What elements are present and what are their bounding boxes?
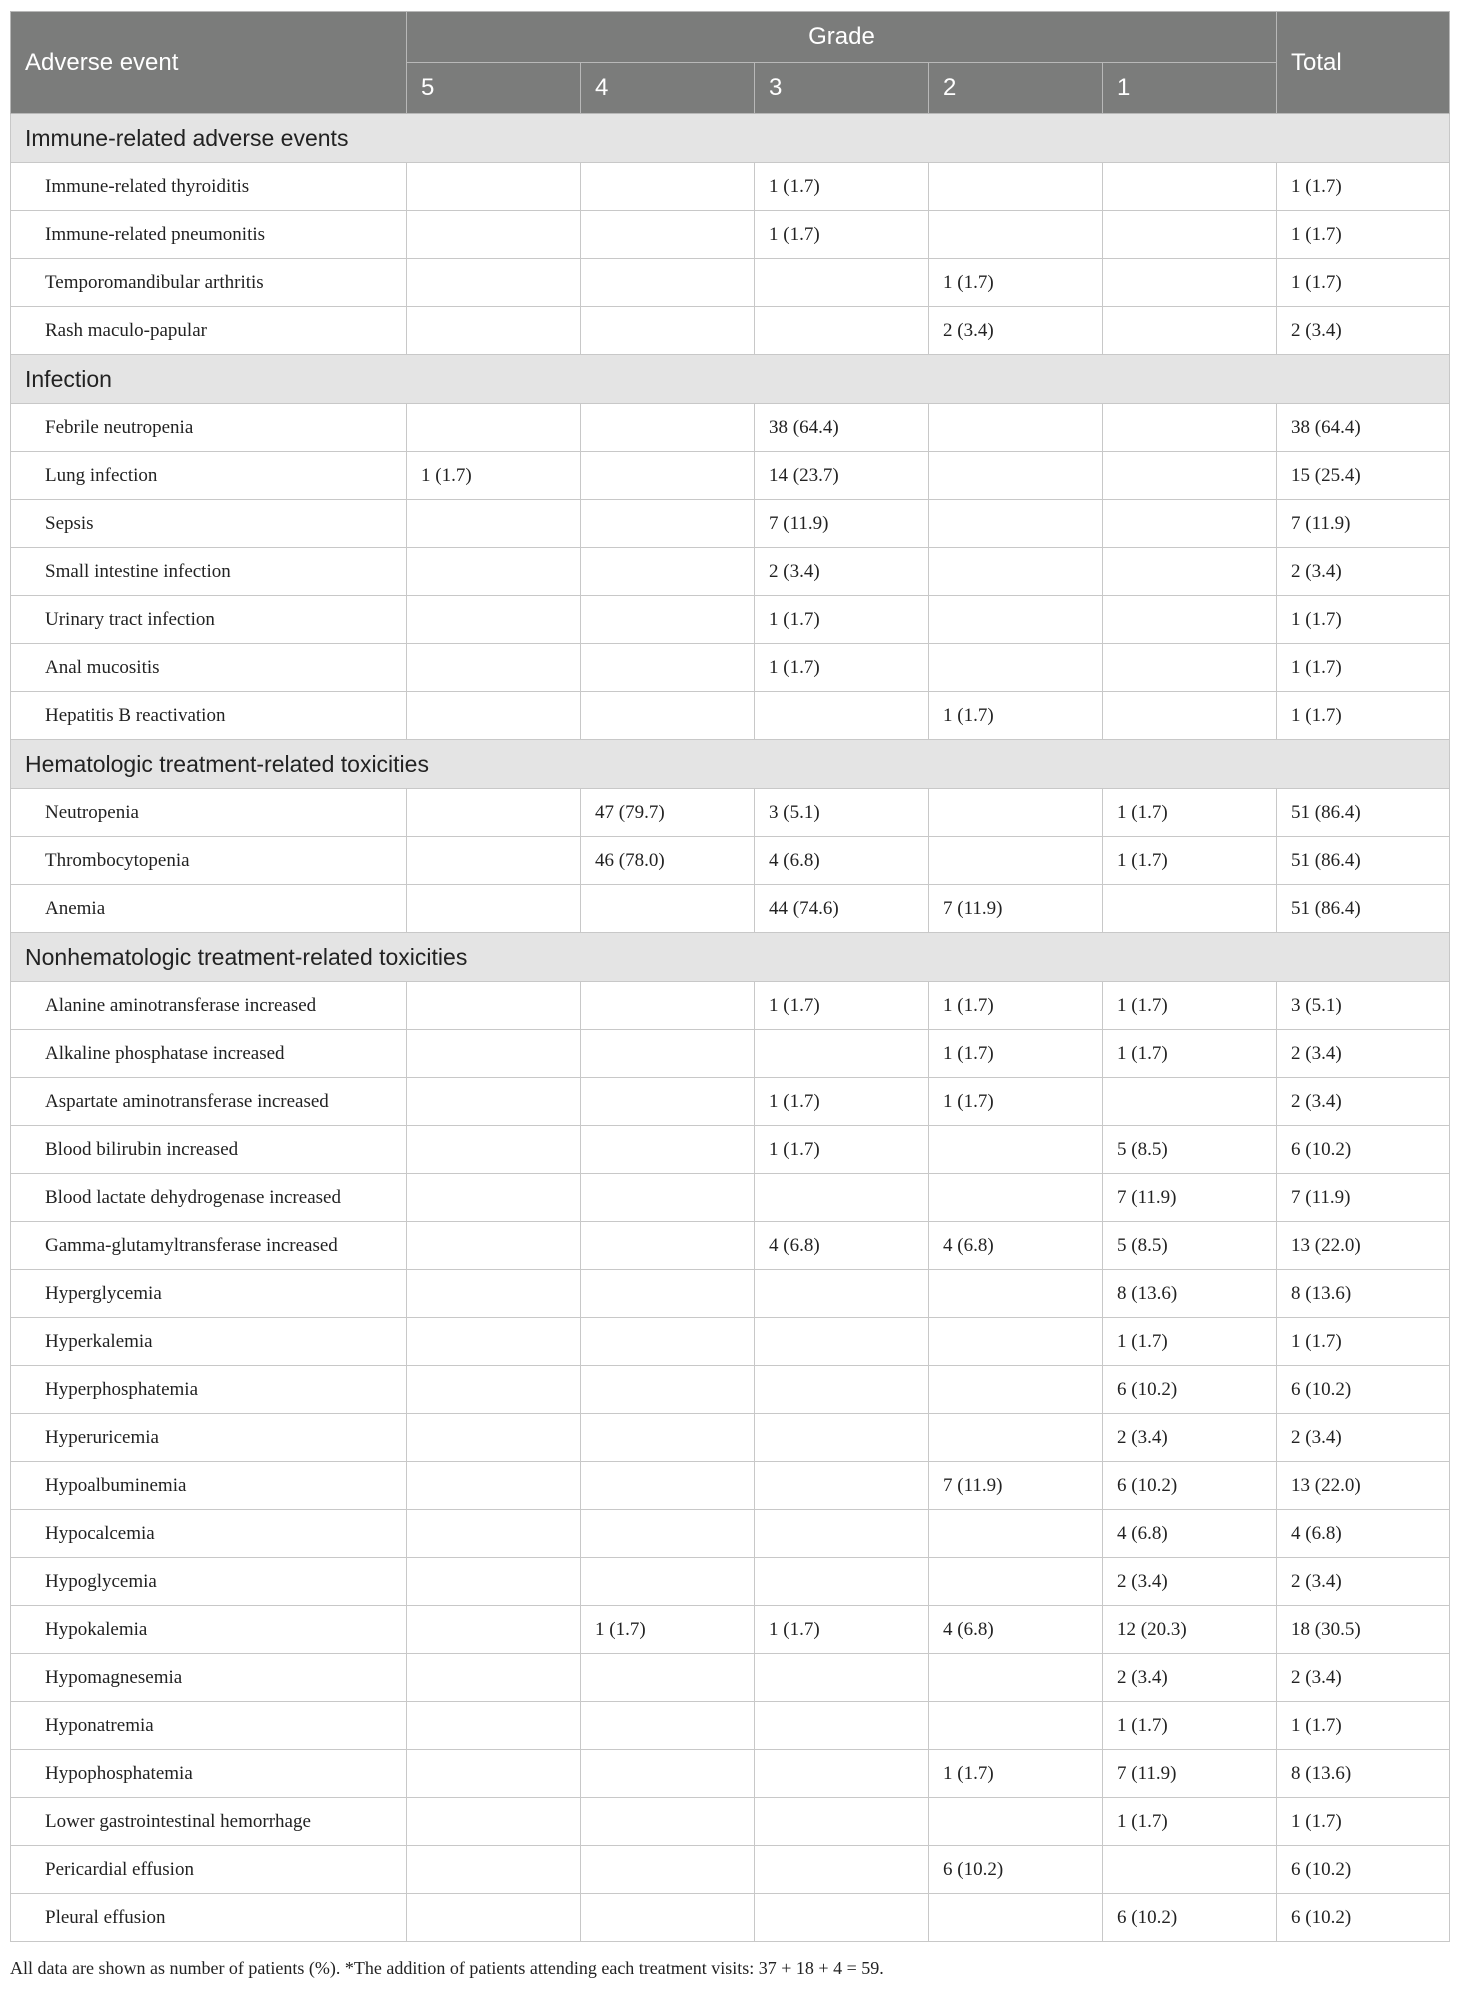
section-title: Nonhematologic treatment-related toxicities <box>11 933 1450 982</box>
grade-5-cell <box>407 1414 581 1462</box>
grade-4-cell <box>581 982 755 1030</box>
total-cell: 6 (10.2) <box>1277 1846 1450 1894</box>
grade-3-cell: 4 (6.8) <box>755 1222 929 1270</box>
grade-3-cell <box>755 1750 929 1798</box>
grade-3-cell <box>755 307 929 355</box>
table-row <box>11 1846 1450 1894</box>
adverse-event-name: Hypokalemia <box>11 1606 407 1654</box>
grade-2-cell: 4 (6.8) <box>929 1222 1103 1270</box>
grade-3-cell <box>755 1270 929 1318</box>
table-row <box>11 1750 1450 1798</box>
grade-1-cell: 1 (1.7) <box>1103 1702 1277 1750</box>
grade-3-cell <box>755 1174 929 1222</box>
grade-3-cell: 2 (3.4) <box>755 548 929 596</box>
grade-2-cell <box>929 1270 1103 1318</box>
grade-5-cell <box>407 1654 581 1702</box>
grade-1-cell <box>1103 1846 1277 1894</box>
adverse-event-name: Immune-related pneumonitis <box>11 211 407 259</box>
grade-4-cell <box>581 692 755 740</box>
total-cell: 2 (3.4) <box>1277 1558 1450 1606</box>
adverse-event-name: Rash maculo-papular <box>11 307 407 355</box>
adverse-event-name: Small intestine infection <box>11 548 407 596</box>
grade-1-cell: 12 (20.3) <box>1103 1606 1277 1654</box>
adverse-event-name: Hyperkalemia <box>11 1318 407 1366</box>
table-row <box>11 500 1450 548</box>
table-row <box>11 885 1450 933</box>
grade-2-cell <box>929 644 1103 692</box>
grade-5-cell <box>407 1462 581 1510</box>
grade-4-cell <box>581 1366 755 1414</box>
grade-3-cell: 1 (1.7) <box>755 211 929 259</box>
grade-1-cell <box>1103 692 1277 740</box>
grade-2-cell <box>929 789 1103 837</box>
grade-4-cell <box>581 452 755 500</box>
grade-4-cell <box>581 1126 755 1174</box>
grade-4-cell <box>581 885 755 933</box>
grade-4-cell <box>581 1030 755 1078</box>
table-row <box>11 211 1450 259</box>
table-row <box>11 259 1450 307</box>
grade-4-cell <box>581 163 755 211</box>
adverse-event-name: Febrile neutropenia <box>11 404 407 452</box>
grade-1-cell: 6 (10.2) <box>1103 1894 1277 1942</box>
grade-5-cell <box>407 163 581 211</box>
table-row <box>11 982 1450 1030</box>
grade-4-cell <box>581 1894 755 1942</box>
grade-2-cell <box>929 1126 1103 1174</box>
total-cell: 2 (3.4) <box>1277 1030 1450 1078</box>
grade-5-cell <box>407 1366 581 1414</box>
grade-1-cell: 6 (10.2) <box>1103 1462 1277 1510</box>
adverse-event-name: Anal mucositis <box>11 644 407 692</box>
grade-1-cell: 7 (11.9) <box>1103 1174 1277 1222</box>
grade-5-cell <box>407 1126 581 1174</box>
grade-5-cell: 1 (1.7) <box>407 452 581 500</box>
grade-3-cell: 38 (64.4) <box>755 404 929 452</box>
grade-5-cell <box>407 885 581 933</box>
grade-2-cell <box>929 596 1103 644</box>
grade-1-cell: 2 (3.4) <box>1103 1558 1277 1606</box>
table-row <box>11 1222 1450 1270</box>
table-row <box>11 1366 1450 1414</box>
table-row <box>11 1462 1450 1510</box>
grade-2-cell <box>929 1558 1103 1606</box>
total-cell: 1 (1.7) <box>1277 644 1450 692</box>
table-row <box>11 596 1450 644</box>
table-row <box>11 837 1450 885</box>
adverse-event-name: Hypophosphatemia <box>11 1750 407 1798</box>
grade-5-cell <box>407 307 581 355</box>
adverse-events-table-container <box>10 11 1449 1942</box>
grade-5-cell <box>407 1318 581 1366</box>
grade-1-cell <box>1103 259 1277 307</box>
header-grade-2: 2 <box>929 63 1103 114</box>
grade-1-cell: 1 (1.7) <box>1103 1318 1277 1366</box>
grade-3-cell: 1 (1.7) <box>755 596 929 644</box>
adverse-event-name: Pleural effusion <box>11 1894 407 1942</box>
section-title: Immune-related adverse events <box>11 114 1450 163</box>
total-cell: 13 (22.0) <box>1277 1462 1450 1510</box>
grade-2-cell <box>929 1318 1103 1366</box>
grade-3-cell <box>755 1510 929 1558</box>
grade-2-cell <box>929 1702 1103 1750</box>
section-title: Infection <box>11 355 1450 404</box>
grade-5-cell <box>407 1270 581 1318</box>
header-grade-4: 4 <box>581 63 755 114</box>
grade-4-cell <box>581 1462 755 1510</box>
header-grade: Grade <box>407 12 1277 63</box>
grade-4-cell <box>581 1174 755 1222</box>
adverse-event-name: Pericardial effusion <box>11 1846 407 1894</box>
grade-5-cell <box>407 1798 581 1846</box>
table-row <box>11 163 1450 211</box>
grade-4-cell <box>581 1750 755 1798</box>
grade-1-cell: 4 (6.8) <box>1103 1510 1277 1558</box>
grade-3-cell: 1 (1.7) <box>755 644 929 692</box>
grade-1-cell <box>1103 1078 1277 1126</box>
grade-3-cell: 7 (11.9) <box>755 500 929 548</box>
grade-3-cell <box>755 1030 929 1078</box>
grade-5-cell <box>407 259 581 307</box>
grade-5-cell <box>407 789 581 837</box>
adverse-event-name: Hypoglycemia <box>11 1558 407 1606</box>
grade-5-cell <box>407 1510 581 1558</box>
header-grade-5: 5 <box>407 63 581 114</box>
adverse-event-name: Hypomagnesemia <box>11 1654 407 1702</box>
grade-3-cell <box>755 1414 929 1462</box>
grade-4-cell <box>581 1558 755 1606</box>
total-cell: 2 (3.4) <box>1277 1654 1450 1702</box>
grade-5-cell <box>407 982 581 1030</box>
total-cell: 1 (1.7) <box>1277 692 1450 740</box>
grade-1-cell: 8 (13.6) <box>1103 1270 1277 1318</box>
grade-1-cell: 1 (1.7) <box>1103 1030 1277 1078</box>
grade-2-cell <box>929 211 1103 259</box>
grade-1-cell <box>1103 452 1277 500</box>
grade-5-cell <box>407 596 581 644</box>
adverse-event-name: Hyperphosphatemia <box>11 1366 407 1414</box>
table-row <box>11 1126 1450 1174</box>
header-adverse-event: Adverse event <box>11 12 407 114</box>
table-row <box>11 1894 1450 1942</box>
grade-2-cell: 4 (6.8) <box>929 1606 1103 1654</box>
grade-3-cell <box>755 1798 929 1846</box>
grade-2-cell: 7 (11.9) <box>929 885 1103 933</box>
adverse-event-name: Hyperglycemia <box>11 1270 407 1318</box>
total-cell: 51 (86.4) <box>1277 789 1450 837</box>
adverse-event-name: Aspartate aminotransferase increased <box>11 1078 407 1126</box>
grade-4-cell <box>581 1270 755 1318</box>
table-row <box>11 404 1450 452</box>
grade-3-cell: 1 (1.7) <box>755 1606 929 1654</box>
adverse-event-name: Sepsis <box>11 500 407 548</box>
table-row <box>11 1270 1450 1318</box>
grade-2-cell <box>929 548 1103 596</box>
grade-4-cell <box>581 1414 755 1462</box>
adverse-event-name: Hypocalcemia <box>11 1510 407 1558</box>
total-cell: 3 (5.1) <box>1277 982 1450 1030</box>
adverse-event-name: Alkaline phosphatase increased <box>11 1030 407 1078</box>
grade-5-cell <box>407 1222 581 1270</box>
total-cell: 6 (10.2) <box>1277 1126 1450 1174</box>
total-cell: 2 (3.4) <box>1277 307 1450 355</box>
grade-3-cell <box>755 692 929 740</box>
table-row <box>11 1702 1450 1750</box>
grade-1-cell <box>1103 885 1277 933</box>
table-row <box>11 1510 1450 1558</box>
grade-2-cell: 2 (3.4) <box>929 307 1103 355</box>
section-header-row <box>11 355 1450 404</box>
grade-1-cell <box>1103 644 1277 692</box>
total-cell: 4 (6.8) <box>1277 1510 1450 1558</box>
grade-2-cell: 1 (1.7) <box>929 1030 1103 1078</box>
adverse-event-name: Temporomandibular arthritis <box>11 259 407 307</box>
grade-4-cell: 46 (78.0) <box>581 837 755 885</box>
table-row <box>11 1654 1450 1702</box>
grade-1-cell <box>1103 500 1277 548</box>
grade-4-cell <box>581 404 755 452</box>
grade-5-cell <box>407 404 581 452</box>
grade-1-cell: 7 (11.9) <box>1103 1750 1277 1798</box>
grade-5-cell <box>407 548 581 596</box>
total-cell: 1 (1.7) <box>1277 596 1450 644</box>
grade-3-cell <box>755 1462 929 1510</box>
section-header-row <box>11 114 1450 163</box>
grade-4-cell <box>581 596 755 644</box>
grade-3-cell <box>755 1366 929 1414</box>
table-row <box>11 1030 1450 1078</box>
grade-2-cell <box>929 837 1103 885</box>
grade-1-cell <box>1103 211 1277 259</box>
grade-2-cell <box>929 1510 1103 1558</box>
total-cell: 51 (86.4) <box>1277 885 1450 933</box>
total-cell: 1 (1.7) <box>1277 1798 1450 1846</box>
total-cell: 8 (13.6) <box>1277 1270 1450 1318</box>
total-cell: 8 (13.6) <box>1277 1750 1450 1798</box>
total-cell: 1 (1.7) <box>1277 1702 1450 1750</box>
grade-3-cell <box>755 1702 929 1750</box>
grade-2-cell <box>929 1174 1103 1222</box>
adverse-event-name: Blood lactate dehydrogenase increased <box>11 1174 407 1222</box>
table-row <box>11 644 1450 692</box>
total-cell: 1 (1.7) <box>1277 211 1450 259</box>
grade-2-cell: 1 (1.7) <box>929 1078 1103 1126</box>
grade-3-cell <box>755 1654 929 1702</box>
adverse-event-name: Immune-related thyroiditis <box>11 163 407 211</box>
grade-1-cell: 2 (3.4) <box>1103 1414 1277 1462</box>
adverse-event-name: Thrombocytopenia <box>11 837 407 885</box>
grade-1-cell <box>1103 404 1277 452</box>
total-cell: 2 (3.4) <box>1277 1078 1450 1126</box>
total-cell: 38 (64.4) <box>1277 404 1450 452</box>
table-row <box>11 1414 1450 1462</box>
grade-4-cell <box>581 1078 755 1126</box>
grade-1-cell: 5 (8.5) <box>1103 1222 1277 1270</box>
grade-2-cell <box>929 1798 1103 1846</box>
table-row <box>11 1174 1450 1222</box>
grade-1-cell <box>1103 596 1277 644</box>
grade-3-cell: 4 (6.8) <box>755 837 929 885</box>
total-cell: 7 (11.9) <box>1277 500 1450 548</box>
grade-2-cell: 6 (10.2) <box>929 1846 1103 1894</box>
grade-5-cell <box>407 1750 581 1798</box>
grade-3-cell <box>755 1894 929 1942</box>
grade-4-cell <box>581 307 755 355</box>
grade-5-cell <box>407 692 581 740</box>
grade-1-cell <box>1103 307 1277 355</box>
grade-4-cell: 47 (79.7) <box>581 789 755 837</box>
total-cell: 1 (1.7) <box>1277 259 1450 307</box>
grade-4-cell <box>581 259 755 307</box>
grade-3-cell: 3 (5.1) <box>755 789 929 837</box>
grade-4-cell <box>581 644 755 692</box>
grade-2-cell <box>929 452 1103 500</box>
total-cell: 7 (11.9) <box>1277 1174 1450 1222</box>
grade-5-cell <box>407 1558 581 1606</box>
grade-3-cell <box>755 259 929 307</box>
grade-4-cell: 1 (1.7) <box>581 1606 755 1654</box>
grade-3-cell: 44 (74.6) <box>755 885 929 933</box>
table-footnote: All data are shown as number of patients (%). *The addition of patients attending each treatment visits: 37 + 18 + 4 = 59. <box>10 1958 884 1978</box>
grade-1-cell: 2 (3.4) <box>1103 1654 1277 1702</box>
grade-5-cell <box>407 1030 581 1078</box>
table-header <box>11 12 1450 114</box>
grade-4-cell <box>581 1510 755 1558</box>
table-row <box>11 1078 1450 1126</box>
table-row <box>11 692 1450 740</box>
grade-1-cell <box>1103 548 1277 596</box>
grade-2-cell: 1 (1.7) <box>929 1750 1103 1798</box>
total-cell: 2 (3.4) <box>1277 1414 1450 1462</box>
grade-2-cell: 7 (11.9) <box>929 1462 1103 1510</box>
grade-2-cell <box>929 404 1103 452</box>
adverse-event-name: Blood bilirubin increased <box>11 1126 407 1174</box>
table-row <box>11 1318 1450 1366</box>
header-grade-1: 1 <box>1103 63 1277 114</box>
grade-5-cell <box>407 1174 581 1222</box>
total-cell: 1 (1.7) <box>1277 163 1450 211</box>
section-header-row <box>11 933 1450 982</box>
grade-2-cell <box>929 500 1103 548</box>
grade-5-cell <box>407 644 581 692</box>
grade-3-cell <box>755 1558 929 1606</box>
grade-1-cell: 6 (10.2) <box>1103 1366 1277 1414</box>
grade-1-cell: 1 (1.7) <box>1103 982 1277 1030</box>
adverse-event-name: Lung infection <box>11 452 407 500</box>
grade-5-cell <box>407 837 581 885</box>
table-row <box>11 307 1450 355</box>
total-cell: 6 (10.2) <box>1277 1894 1450 1942</box>
grade-1-cell: 1 (1.7) <box>1103 1798 1277 1846</box>
table-row <box>11 548 1450 596</box>
grade-5-cell <box>407 1846 581 1894</box>
adverse-event-name: Lower gastrointestinal hemorrhage <box>11 1798 407 1846</box>
grade-4-cell <box>581 1318 755 1366</box>
grade-1-cell: 1 (1.7) <box>1103 837 1277 885</box>
grade-2-cell <box>929 1894 1103 1942</box>
grade-2-cell <box>929 163 1103 211</box>
grade-3-cell: 14 (23.7) <box>755 452 929 500</box>
grade-3-cell: 1 (1.7) <box>755 1078 929 1126</box>
adverse-event-name: Hypoalbuminemia <box>11 1462 407 1510</box>
adverse-events-table <box>10 11 1450 1942</box>
grade-2-cell <box>929 1366 1103 1414</box>
table-row <box>11 789 1450 837</box>
table-row <box>11 1606 1450 1654</box>
header-grade-3: 3 <box>755 63 929 114</box>
total-cell: 2 (3.4) <box>1277 548 1450 596</box>
table-row <box>11 1798 1450 1846</box>
grade-5-cell <box>407 1078 581 1126</box>
grade-5-cell <box>407 211 581 259</box>
header-total: Total <box>1277 12 1450 114</box>
adverse-event-name: Hepatitis B reactivation <box>11 692 407 740</box>
table-row <box>11 452 1450 500</box>
grade-1-cell: 5 (8.5) <box>1103 1126 1277 1174</box>
grade-4-cell <box>581 1654 755 1702</box>
grade-4-cell <box>581 1798 755 1846</box>
grade-4-cell <box>581 1846 755 1894</box>
total-cell: 1 (1.7) <box>1277 1318 1450 1366</box>
total-cell: 13 (22.0) <box>1277 1222 1450 1270</box>
adverse-event-name: Gamma-glutamyltransferase increased <box>11 1222 407 1270</box>
grade-4-cell <box>581 1222 755 1270</box>
grade-4-cell <box>581 500 755 548</box>
grade-5-cell <box>407 1702 581 1750</box>
grade-5-cell <box>407 500 581 548</box>
grade-2-cell: 1 (1.7) <box>929 259 1103 307</box>
grade-4-cell <box>581 1702 755 1750</box>
adverse-event-name: Hyperuricemia <box>11 1414 407 1462</box>
grade-1-cell: 1 (1.7) <box>1103 789 1277 837</box>
table-row <box>11 1558 1450 1606</box>
grade-3-cell: 1 (1.7) <box>755 163 929 211</box>
grade-3-cell <box>755 1318 929 1366</box>
section-header-row <box>11 740 1450 789</box>
total-cell: 51 (86.4) <box>1277 837 1450 885</box>
grade-5-cell <box>407 1894 581 1942</box>
adverse-event-name: Anemia <box>11 885 407 933</box>
grade-3-cell: 1 (1.7) <box>755 982 929 1030</box>
adverse-event-name: Neutropenia <box>11 789 407 837</box>
grade-5-cell <box>407 1606 581 1654</box>
grade-3-cell: 1 (1.7) <box>755 1126 929 1174</box>
grade-2-cell <box>929 1414 1103 1462</box>
table-body <box>11 114 1450 1942</box>
adverse-event-name: Alanine aminotransferase increased <box>11 982 407 1030</box>
total-cell: 18 (30.5) <box>1277 1606 1450 1654</box>
total-cell: 6 (10.2) <box>1277 1366 1450 1414</box>
section-title: Hematologic treatment-related toxicities <box>11 740 1450 789</box>
grade-3-cell <box>755 1846 929 1894</box>
grade-2-cell: 1 (1.7) <box>929 982 1103 1030</box>
grade-2-cell <box>929 1654 1103 1702</box>
adverse-event-name: Hyponatremia <box>11 1702 407 1750</box>
grade-2-cell: 1 (1.7) <box>929 692 1103 740</box>
grade-4-cell <box>581 211 755 259</box>
adverse-event-name: Urinary tract infection <box>11 596 407 644</box>
total-cell: 15 (25.4) <box>1277 452 1450 500</box>
grade-4-cell <box>581 548 755 596</box>
grade-1-cell <box>1103 163 1277 211</box>
